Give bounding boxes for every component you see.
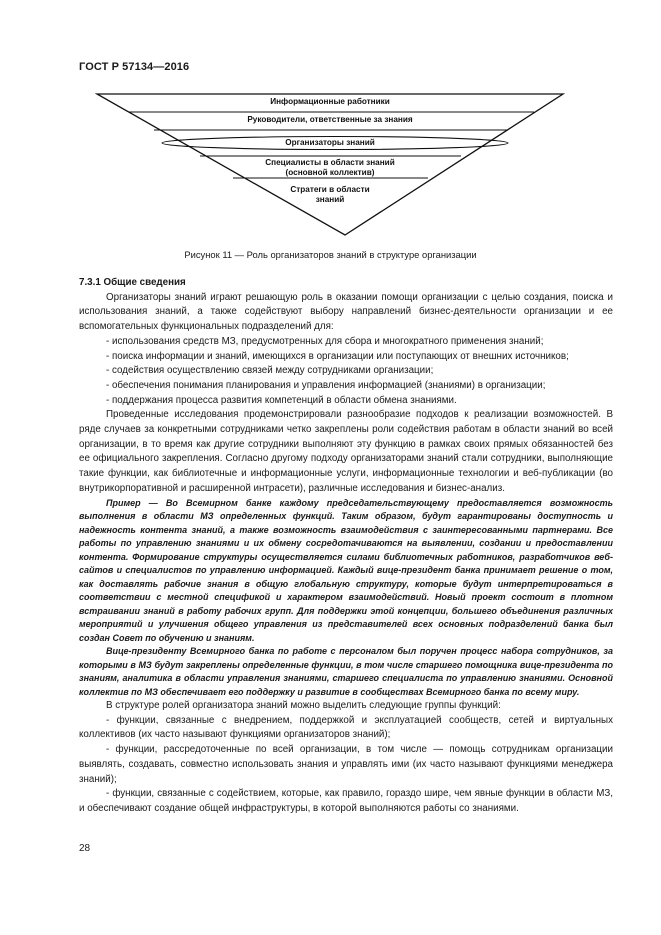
section-heading: 7.3.1 Общие сведения bbox=[79, 277, 186, 288]
paragraph: В структуре ролей организатора знаний можно выделить следующие группы функций: bbox=[106, 700, 501, 712]
example-paragraph: Пример — Во Всемирном банке каждому председательствующему предоставляется возможность выполнения в области МЗ определенных функций. Таким образом, будут гарантированы доступность и надежность контента знаний, а также возможность взаимодействия с заинтересованными партнерами. Все работы по управлению знаниями и их обмену сосредотачиваются на выявлении, создании и предоставлении контента. Формирование структуры осуществляется силами библиотечных работников, разработчиков веб-сайтов и специалистов по управлению информацией. Каждый вице-президент банка принимает решение о том, как доставлять рабочие знания в общую глобальную структуру, которые будут интерпретироваться в соответствии с местной спецификой и характером взаимодействий. Новый проект состоит в плотном встраивании знаний в работу рабочих групп. Для поддержки этой концепции, большего объединения различных мероприятий и улучшения общего управления из представителей всех основных подразделений банка был создан Совет по обучению и знаниям. bbox=[79, 497, 613, 643]
inverted-pyramid-diagram bbox=[95, 92, 565, 240]
level-label-core-team: (основной коллектив) bbox=[285, 168, 375, 177]
level-label-knowledge-strategists-2: знаний bbox=[315, 195, 345, 204]
paragraph-list bbox=[79, 291, 613, 817]
figure-caption: Рисунок 11 — Роль организаторов знаний в структуре организации bbox=[184, 249, 477, 260]
paragraph: - обеспечения понимания планирования и управления информацией (знаниями) в организации; bbox=[106, 379, 546, 391]
level-label-knowledge-managers: Руководители, ответственные за знания bbox=[247, 115, 413, 124]
paragraph: - функции, связанные с содействием, которые, как правило, гораздо шире, чем явные функции в области МЗ, и обеспечивают создание общей инфраструктуры, в которой выполняются работы со знаниями. bbox=[79, 788, 613, 814]
paragraph: - поиска информации и знаний, имеющихся в организации или поступающих от внешних источников; bbox=[106, 350, 569, 362]
paragraph: Организаторы знаний играют решающую роль в оказании помощи организации с целью создания, поиска и использования знаний, а также содействуют выбору направлений бизнес-деятельности организации и ее вспомогательных функциональных подразделений для: bbox=[79, 291, 613, 333]
paragraph: - использования средств МЗ, предусмотренных для сбора и многократного применения знаний; bbox=[106, 335, 544, 347]
level-label-knowledge-organizers: Организаторы знаний bbox=[285, 138, 375, 147]
section-body bbox=[79, 276, 613, 817]
paragraph: - поддержания процесса развития компетенций в области обмена знаниями. bbox=[106, 394, 457, 406]
document-code: ГОСТ Р 57134—2016 bbox=[79, 61, 190, 73]
level-label-knowledge-strategists: Стратеги в области bbox=[290, 185, 370, 194]
paragraph: - содействия осуществлению связей между сотрудниками организации; bbox=[106, 365, 434, 377]
paragraph: Проведенные исследования продемонстрировали разнообразие подходов к реализации возможностей. В ряде случаев за конкретными сотрудниками четко закреплены роли содействия работам в области знаний во всей организации, в то время как другие сотрудники выполняют эту функцию в рамках своих прямых обязанностей без ее официального закрепления. Согласно другому подходу организаторами знаний стали сотрудники, выполняющие такие функции, как библиотечные и информационные услуги, информационные технологии и веб-публикации (во внутрикорпоративной и расширенной интрасети), различные исследования и бизнес-анализ. bbox=[79, 409, 613, 494]
paragraph: - функции, рассредоточенные по всей организации, в том числе — помощь сотрудникам организации выявлять, создавать, совместно использовать знания и управлять ими (их часто называют функциями менеджера знаний); bbox=[79, 744, 613, 785]
level-label-knowledge-specialists: Специалисты в области знаний bbox=[265, 158, 395, 167]
example-paragraph: Вице-президенту Всемирного банка по работе с персоналом был поручен процесс набора сотрудников, за которыми в МЗ будут закреплены определенные функции, в том числе старшего помощника вице-президента по знаниям, аналитика в области управления знаниями, старшего специалиста по управлению знаниями. Основной коллектив по МЗ обеспечивает его поддержку и развитие в сообществах Всемирного банка по всему миру. bbox=[79, 646, 613, 697]
page-number: 28 bbox=[79, 843, 91, 854]
level-label-information-workers: Информационные работники bbox=[270, 97, 390, 106]
paragraph: - функции, связанные с внедрением, поддержкой и эксплуатацией сообществ, сетей и виртуальных коллективов (их часто называют функциями организаторов знаний); bbox=[79, 714, 613, 741]
